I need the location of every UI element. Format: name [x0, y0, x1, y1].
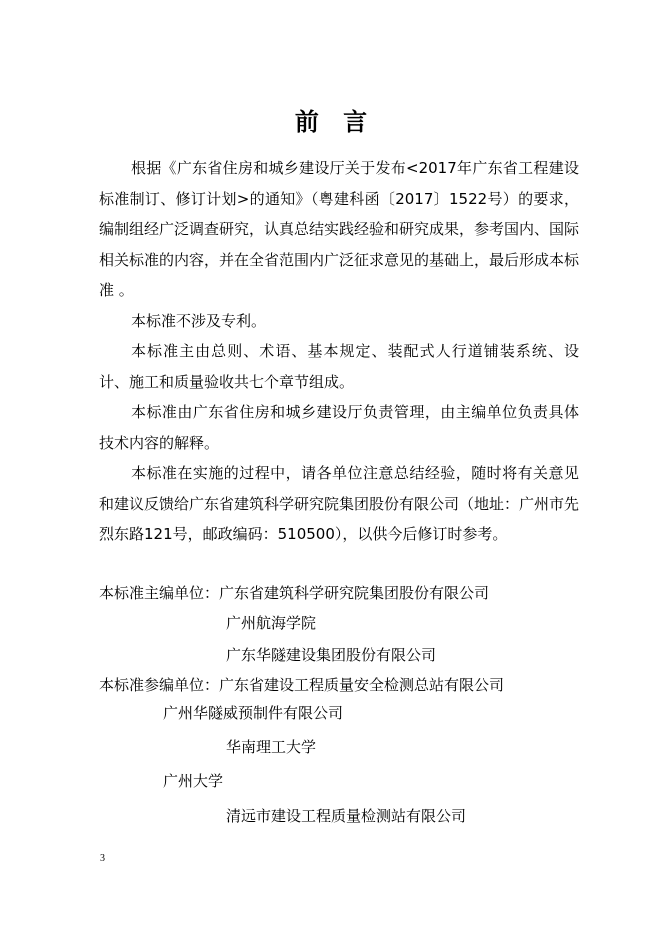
participating-unit: 广东省建设工程质量安全检测总站有限公司: [219, 676, 505, 694]
paragraph-feedback: 本标准在实施的过程中，请各单位注意总结经验，随时将有关意见和建议反馈给广东省建筑科学研究院集团股份有限公司（地址：广州市先烈东路121号，邮政编码：510500），以供今后修订时参考。: [99, 464, 580, 543]
page-title: 前 言: [294, 108, 376, 136]
preface-body: [99, 153, 579, 550]
participating-unit: 华南理工大学: [226, 738, 317, 756]
chief-editor-label: 本标准主编单位：: [99, 584, 220, 602]
chief-editor-row: [99, 583, 489, 603]
chief-editor-unit: 广州航海学院: [226, 614, 317, 632]
chief-editor-unit: 广东省建筑科学研究院集团股份有限公司: [219, 584, 490, 602]
chief-editor-unit: 广东华隧建设集团股份有限公司: [226, 646, 437, 664]
page-number: 3: [100, 853, 105, 864]
paragraph-basis: 根据《广东省住房和城乡建设厅关于发布<2017年广东省工程建设标准制订、修订计划>的通知》（粤建科函〔2017〕1522号）的要求，编制组经广泛调查研究，认真总结实践经验和研究成果，参考国内、国际相关标准的内容，并在全省范围内广泛征求意见的基础上，最后形成本标准 。: [99, 159, 580, 299]
paragraph-patent: 本标准不涉及专利。: [131, 311, 267, 330]
paragraph-management: 本标准由广东省住房和城乡建设厅负责管理，由主编单位负责具体技术内容的解释。: [99, 403, 579, 452]
participating-unit: 广州大学: [163, 772, 224, 790]
participating-unit: 广州华隧威预制件有限公司: [163, 704, 344, 722]
participating-unit: 清远市建设工程质量检测站有限公司: [226, 807, 467, 825]
paragraph-chapters: 本标准主由总则、术语、基本规定、装配式人行道铺装系统、设计、施工和质量验收共七个章节组成。: [99, 342, 579, 391]
participating-row: [99, 675, 504, 695]
participating-label: 本标准参编单位：: [99, 676, 220, 694]
